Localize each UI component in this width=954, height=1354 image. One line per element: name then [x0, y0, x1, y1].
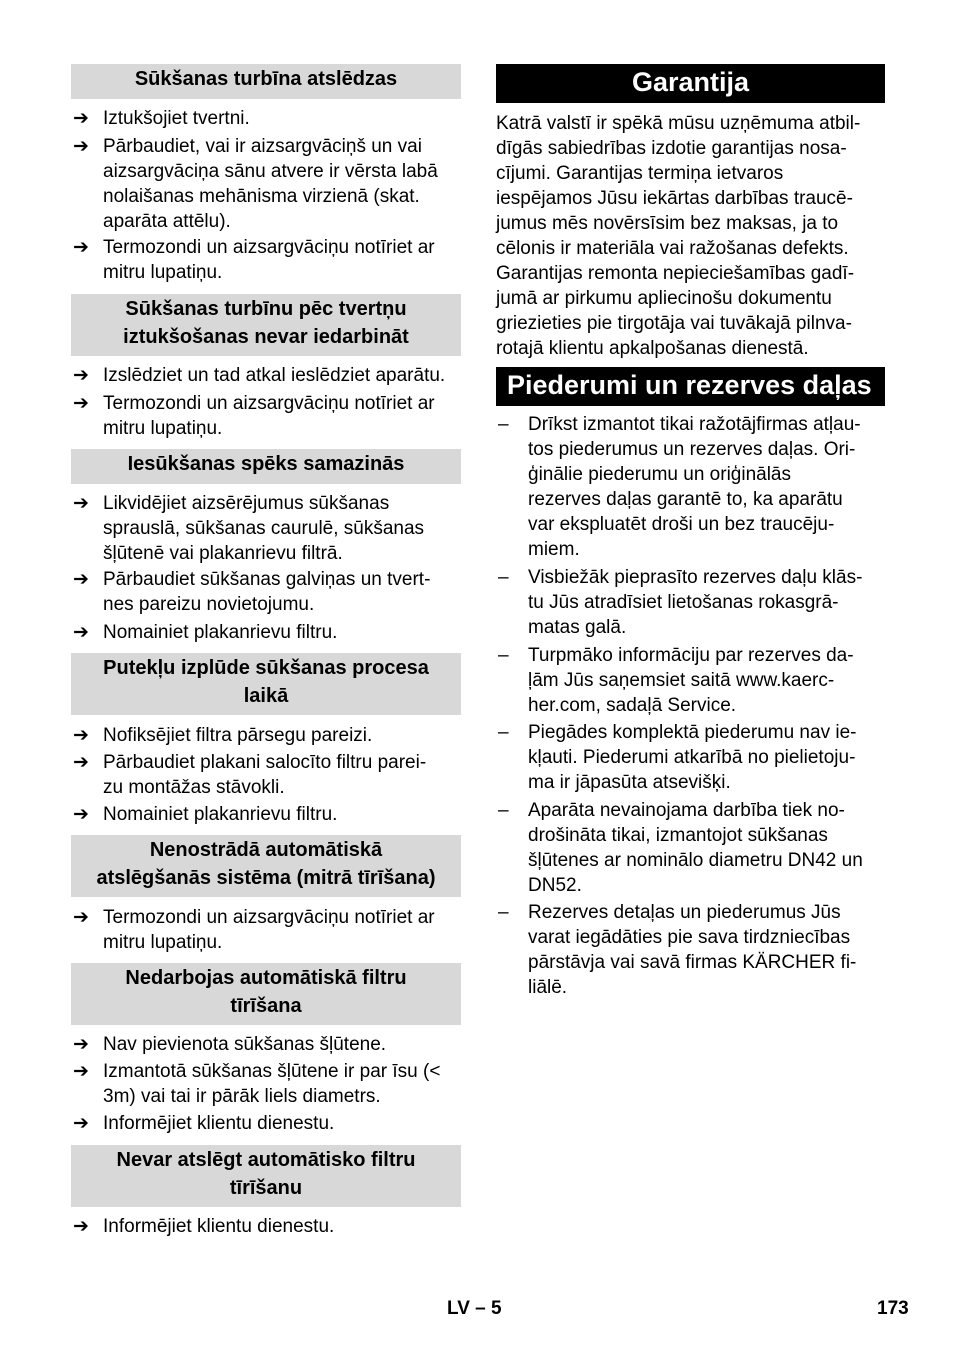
arrow-icon: ➔	[73, 752, 89, 773]
warranty-heading: Garantija	[496, 64, 885, 103]
text-line: matas galā.	[528, 617, 627, 638]
section-heading	[71, 1145, 461, 1207]
text-line: mitru lupatiņu.	[103, 418, 223, 439]
text-line: Drīkst izmantot tikai ražotājfirmas atļau-	[528, 414, 861, 435]
text-line: Pārbaudiet, vai ir aizsargvāciņš un vai	[103, 136, 422, 157]
text-line: jumus mēs novērsīsim bez maksas, ja to	[496, 213, 839, 234]
arrow-icon: ➔	[73, 1216, 89, 1237]
list-item-text	[103, 491, 424, 566]
section-heading	[71, 963, 461, 1025]
arrow-icon: ➔	[73, 622, 89, 643]
arrow-icon: ➔	[73, 136, 89, 157]
text-line: ģinālie piederumu un oriģinālās	[528, 464, 792, 485]
text-line: nes pareizu novietojumu.	[103, 594, 315, 615]
dash-bullet: –	[498, 645, 509, 666]
arrow-icon: ➔	[73, 493, 89, 514]
list-item-text	[528, 565, 862, 640]
text-line: DN52.	[528, 875, 582, 896]
list-item-text	[103, 723, 372, 748]
section-heading	[71, 294, 461, 356]
arrow-icon: ➔	[73, 725, 89, 746]
text-line: Sūkšanas turbīnu pēc tvertņu	[125, 298, 407, 320]
text-line: zu montāžas stāvokli.	[103, 777, 285, 798]
text-line: Rezerves detaļas un piederumus Jūs	[528, 902, 841, 923]
text-line: varat iegādāties pie sava tirdzniecības	[528, 927, 851, 948]
dash-bullet: –	[498, 902, 509, 923]
text-line: cījumi. Garantijas termiņa ietvaros	[496, 163, 784, 184]
text-line: iespējamos Jūsu iekārtas darbības traucē-	[496, 188, 853, 209]
text-line: tīrīšanu	[229, 1176, 303, 1199]
text-line: šļūtenes ar nominālo diametru DN42 un	[528, 850, 863, 871]
text-line: sprauslā, sūkšanas caurulē, sūkšanas	[103, 518, 425, 539]
arrow-icon: ➔	[73, 569, 89, 590]
section-heading	[71, 449, 461, 484]
text-line: Likvidējiet aizsērējumus sūkšanas	[103, 493, 390, 514]
text-line: Garantijas remonta nepieciešamības gadī-	[496, 263, 855, 284]
list-item-text	[103, 802, 337, 827]
text-line: Informējiet klientu dienestu.	[103, 1113, 335, 1134]
list-item-text	[528, 412, 861, 562]
list-item-text	[103, 1214, 334, 1239]
warranty-paragraph	[496, 111, 886, 361]
list-item-text	[103, 106, 250, 131]
list-item-text	[103, 620, 337, 645]
text-line: Nevar atslēgt automātisko filtru	[116, 1149, 416, 1171]
text-line: nolaišanas mehānisma virzienā (skat.	[103, 186, 420, 207]
section-heading	[71, 64, 461, 99]
text-line: iztukšošanas nevar iedarbināt	[123, 325, 409, 348]
text-line: pārstāvja vai savā firmas KÄRCHER fi-	[528, 952, 857, 973]
text-line: Izslēdziet un tad atkal ieslēdziet aparātu.	[103, 365, 446, 386]
list-item-text	[103, 134, 438, 234]
text-line: Iesūkšanas spēks samazinās	[127, 453, 405, 475]
text-line: dīgās sabiedrības izdotie garantijas nosa-	[496, 138, 847, 159]
text-line: ma ir jāpasūta atsevišķi.	[528, 772, 731, 793]
text-line: Sūkšanas turbīna atslēdzas	[134, 68, 398, 90]
text-line: laikā	[243, 684, 289, 707]
list-item-text	[103, 567, 430, 617]
text-line: Putekļu izplūde sūkšanas procesa	[103, 657, 429, 679]
list-item-text	[103, 905, 435, 955]
text-line: Pārbaudiet sūkšanas galviņas un tvert-	[103, 569, 431, 590]
text-line: tos piederumus un rezerves daļas. Ori-	[528, 439, 856, 460]
text-line: Nenostrādā automātiskā	[149, 839, 383, 861]
section-heading	[71, 835, 461, 897]
list-item-text	[528, 643, 854, 718]
list-item-text	[103, 363, 445, 388]
arrow-icon: ➔	[73, 393, 89, 414]
text-line: mitru lupatiņu.	[103, 262, 223, 283]
list-item-text	[103, 235, 435, 285]
arrow-icon: ➔	[73, 907, 89, 928]
arrow-icon: ➔	[73, 365, 89, 386]
text-line: jumā ar pirkumu apliecinošu dokumentu	[496, 288, 832, 309]
text-line: kļauti. Piederumi atkarībā no pielietoju-	[528, 747, 856, 768]
text-line: griezieties pie tirgotāja vai tuvākajā pilnva-	[496, 313, 852, 334]
text-line: Turpmāko informāciju par rezerves da-	[528, 645, 854, 666]
text-line: Termozondi un aizsargvāciņu notīriet ar	[103, 393, 435, 414]
text-line: atslēgšanās sistēma (mitrā tīrīšana)	[96, 866, 436, 889]
text-line: Nomainiet plakanrievu filtru.	[103, 804, 338, 825]
text-line: rotajā klientu apkalpošanas dienestā.	[496, 338, 809, 359]
list-item-text	[103, 750, 426, 800]
footer-section-label: LV – 5	[447, 1298, 502, 1319]
parts-heading: Piederumi un rezerves daļas	[496, 367, 885, 406]
list-item-text	[103, 391, 435, 441]
text-line: Termozondi un aizsargvāciņu notīriet ar	[103, 237, 435, 258]
text-line: var ekspluatēt droši un bez traucēju-	[528, 514, 835, 535]
text-line: šļūtenē vai plakanrievu filtrā.	[103, 543, 343, 564]
dash-bullet: –	[498, 567, 509, 588]
text-line: drošināta tikai, izmantojot sūkšanas	[528, 825, 828, 846]
list-item-text	[103, 1059, 440, 1109]
text-line: ļām Jūs saņemsiet saitā www.kaerc-	[528, 670, 835, 691]
dash-bullet: –	[498, 722, 509, 743]
arrow-icon: ➔	[73, 1034, 89, 1055]
dash-bullet: –	[498, 800, 509, 821]
text-line: Pārbaudiet plakani salocīto filtru parei-	[103, 752, 427, 773]
list-item-text	[528, 900, 856, 1000]
text-line: Nedarbojas automātiskā filtru	[125, 967, 407, 989]
text-line: aizsargvāciņa sānu atvere ir vērsta labā	[103, 161, 438, 182]
text-line: miem.	[528, 539, 580, 560]
text-line: Aparāta nevainojama darbība tiek no-	[528, 800, 845, 821]
text-line: Katrā valstī ir spēkā mūsu uzņēmuma atbil-	[496, 113, 861, 134]
arrow-icon: ➔	[73, 804, 89, 825]
text-line: Informējiet klientu dienestu.	[103, 1216, 335, 1237]
text-line: Iztukšojiet tvertni.	[103, 108, 250, 129]
dash-bullet: –	[498, 414, 509, 435]
text-line: liālē.	[528, 977, 568, 998]
text-line: rezerves daļas garantē to, ka aparātu	[528, 489, 843, 510]
page-number: 173	[877, 1298, 909, 1319]
text-line: 3m) vai tai ir pārāk liels diametrs.	[103, 1086, 381, 1107]
text-line: Termozondi un aizsargvāciņu notīriet ar	[103, 907, 435, 928]
section-heading	[71, 653, 461, 715]
text-line: Izmantotā sūkšanas šļūtene ir par īsu (<	[103, 1061, 441, 1082]
list-item-text	[528, 720, 856, 795]
arrow-icon: ➔	[73, 1113, 89, 1134]
text-line: cēlonis ir materiāla vai ražošanas defekts.	[496, 238, 849, 259]
text-line: Visbiežāk pieprasīto rezerves daļu klās-	[528, 567, 863, 588]
list-item-text	[528, 798, 863, 898]
text-line: her.com, sadaļā Service.	[528, 695, 737, 716]
arrow-icon: ➔	[73, 108, 89, 129]
text-line: Nomainiet plakanrievu filtru.	[103, 622, 338, 643]
list-item-text	[103, 1111, 334, 1136]
text-line: tīrīšana	[230, 994, 302, 1017]
text-line: tu Jūs atradīsiet lietošanas rokasgrā-	[528, 592, 839, 613]
text-line: aparāta attēlu).	[103, 211, 231, 232]
text-line: mitru lupatiņu.	[103, 932, 223, 953]
text-line: Nofiksējiet filtra pārsegu pareizi.	[103, 725, 373, 746]
list-item-text	[103, 1032, 386, 1057]
arrow-icon: ➔	[73, 1061, 89, 1082]
text-line: Piegādes komplektā piederumu nav ie-	[528, 722, 857, 743]
text-line: Nav pievienota sūkšanas šļūtene.	[103, 1034, 387, 1055]
arrow-icon: ➔	[73, 237, 89, 258]
